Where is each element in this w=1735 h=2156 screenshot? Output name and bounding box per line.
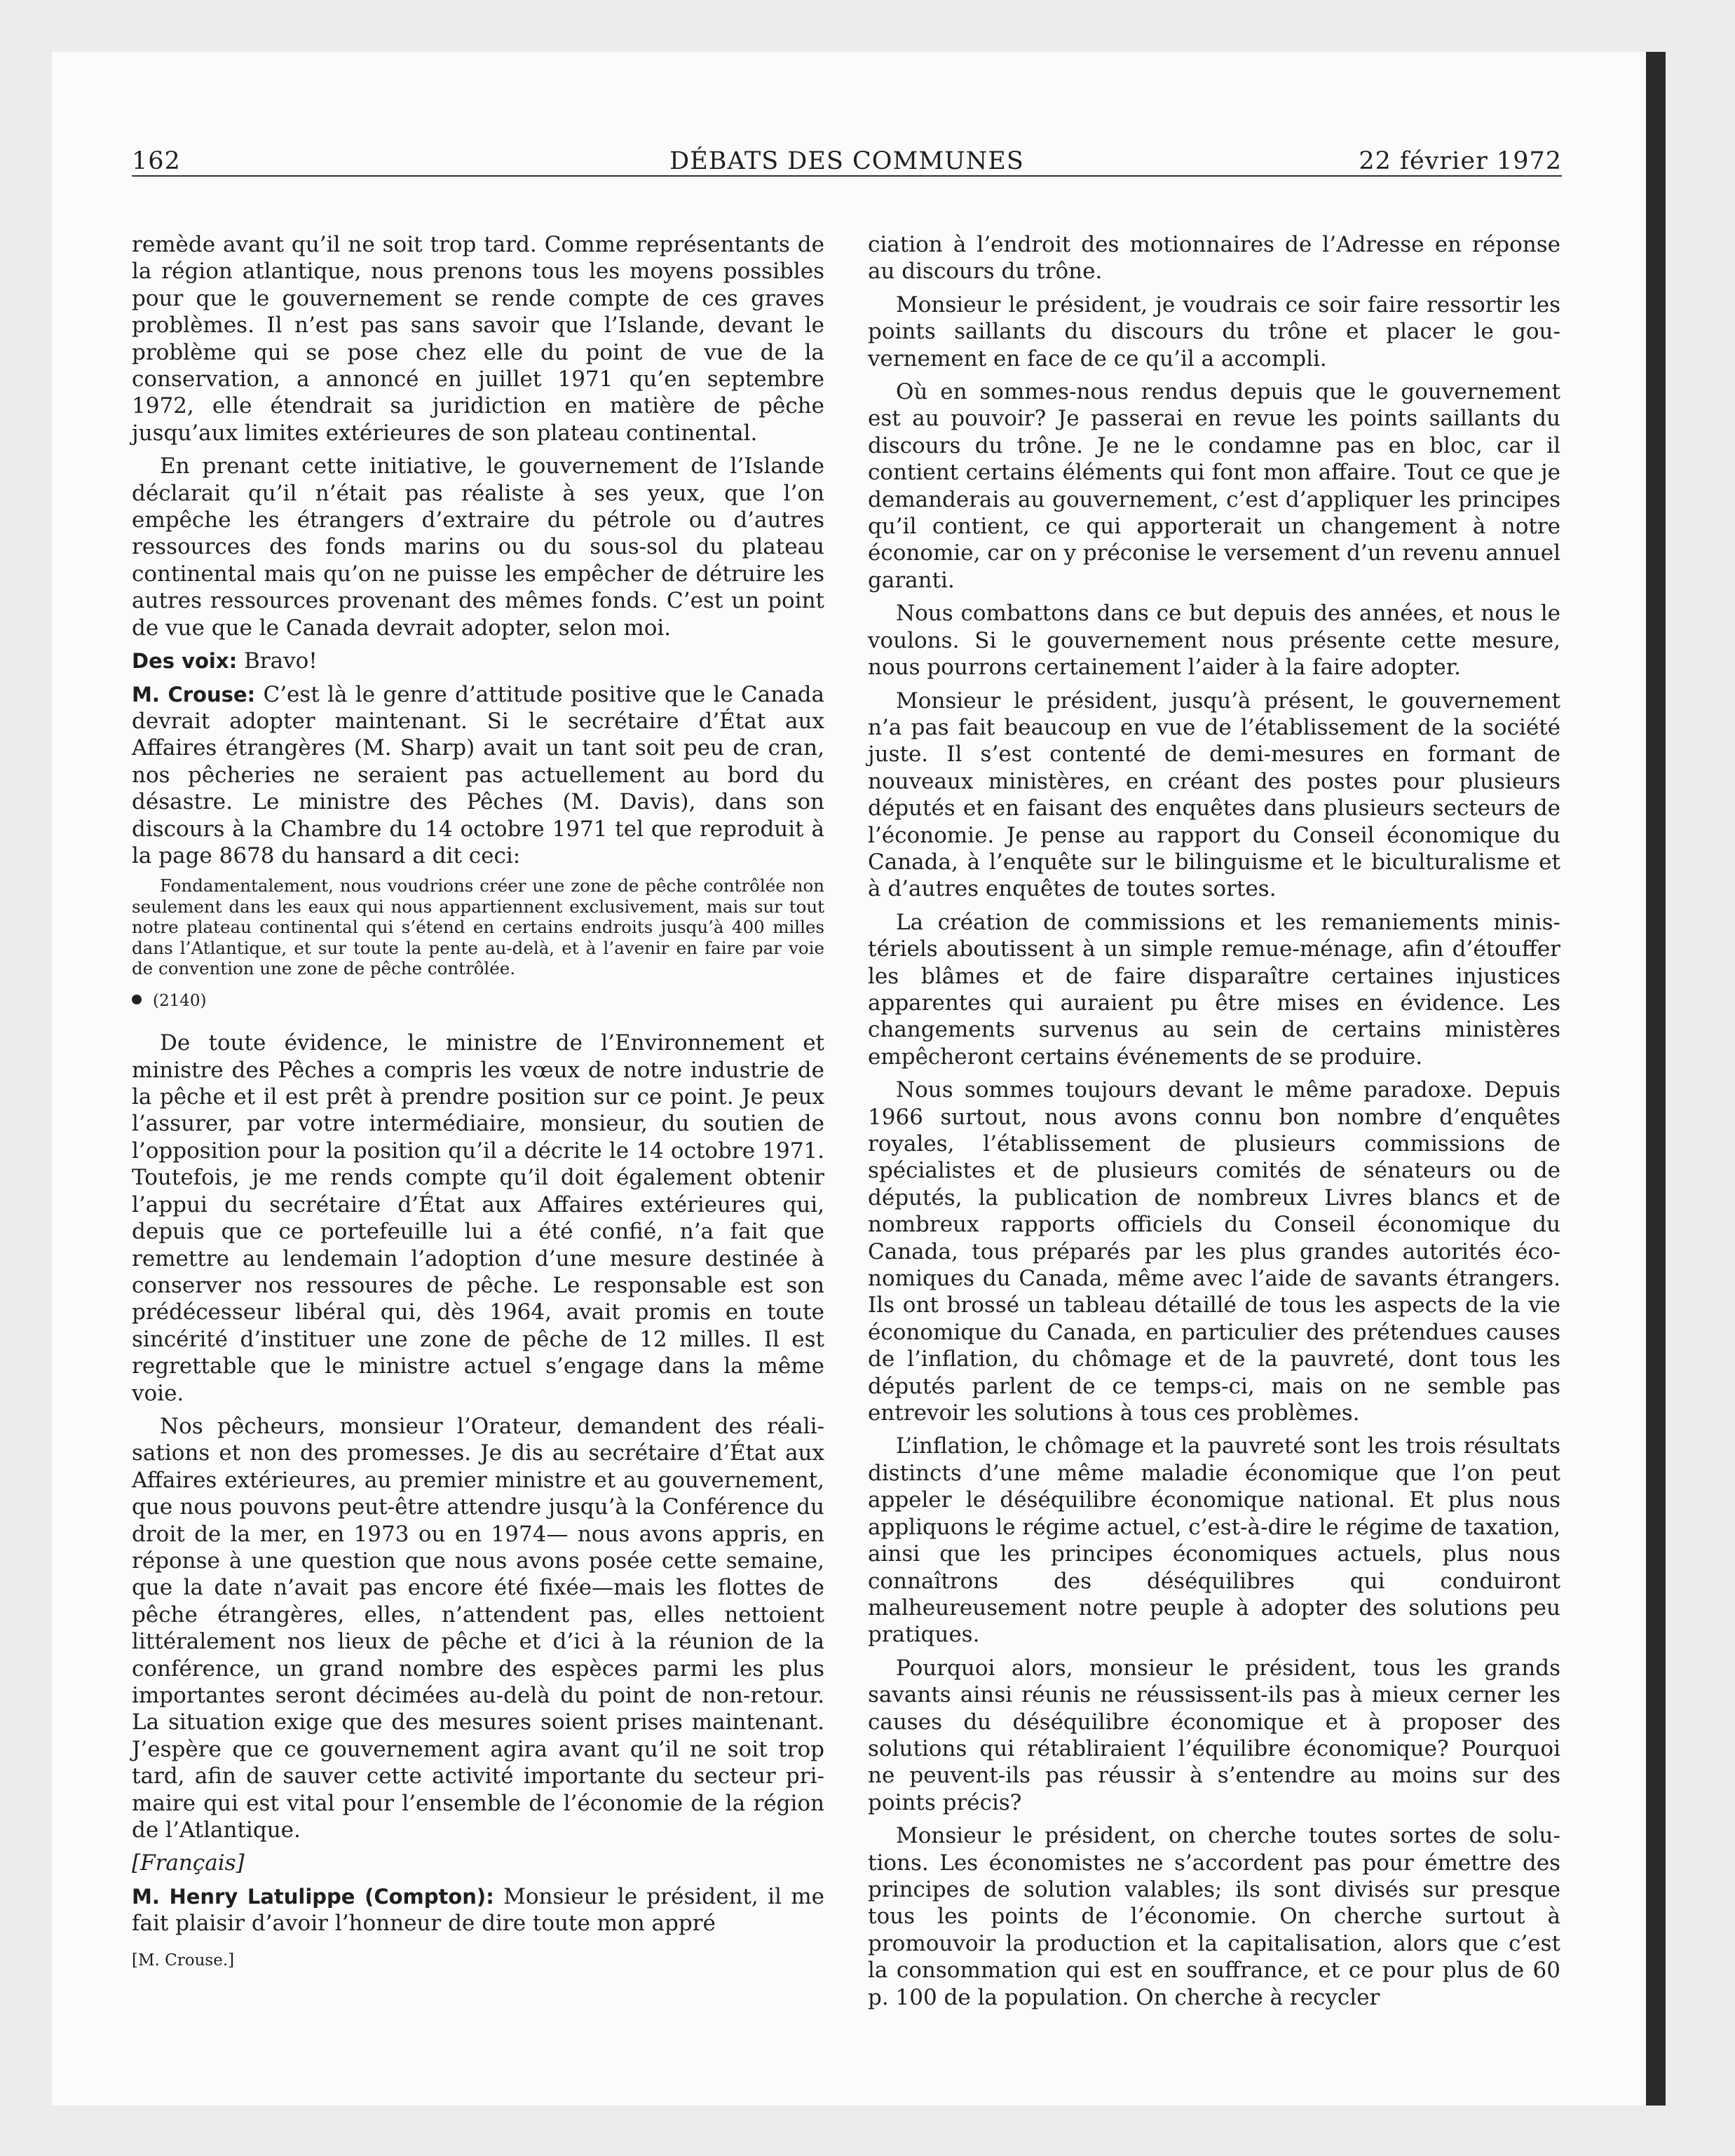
paragraph: Nous sommes toujours devant le même paradoxe. Depuis 1966 surtout, nous avons connu bon nombre d’enquêtes royales, l’établissement de plusieurs commissions de spécialistes et de plusieurs comités de sénateurs ou de députés, la publication de nombreux Livres blancs et de nombreux rapports officiels du Conseil économique du Canada, tous préparés par les plus grandes autorités économiques du Canada, même avec l’aide de savants étrangers. Ils ont brossé un tableau détaillé de tous les aspects de la vie économique du Canada, en particulier des prétendues causes de l’inflation, du chômage et de la pauvreté, dont tous les députés parlent de ce temps-ci, mais on ne semble pas entrevoir les solutions à tous ces problèmes. <box>868 1077 1560 1426</box>
speech <box>132 1883 824 1937</box>
bullet-icon <box>132 995 142 1004</box>
speaker-name: Des voix: <box>132 649 238 674</box>
speech-text: Bravo! <box>237 648 318 674</box>
block-quote: Fondamentalement, nous voudrions créer une zone de pêche contrôlée non seulement dans les eaux qui nous appartiennent exclusivement, mais sur tout notre plateau continental qui s’étend en certains endroits jusqu’à 400 milles dans l’Atlantique, et sur toute la pente au-delà, et à l’avenir en faire par voie de convention une zone de pêche contrôlée. <box>132 875 824 979</box>
speaker-name: M. Henry Latulippe (Compton): <box>132 1884 494 1909</box>
paragraph: remède avant qu’il ne soit trop tard. Comme représentants de la région atlantique, nous prenons tous les moyens possibles pour que le gouvernement se rende compte de ces graves problèmes. Il n’est pas sans savoir que l’Islande, devant le problème qui se pose chez elle du point de vue de la conservation, a annoncé en juillet 1971 qu’en septembre 1972, elle étendrait sa juridiction en matière de pêche jusqu’aux limites extérieures de son plateau continental. <box>132 232 824 446</box>
paragraph: Pourquoi alors, monsieur le président, tous les grands savants ainsi réunis ne réussissent-ils pas à mieux cerner les causes du déséquilibre économique et à proposer des solutions qui rétabliraient l’équilibre économique? Pourquoi ne peuvent-ils pas réussir à s’entendre au moins sur des points précis? <box>868 1655 1560 1815</box>
running-head <box>132 147 1562 177</box>
paragraph: Monsieur le président, jusqu’à présent, le gouvernement n’a pas fait beaucoup en vue de l’établissement de la société juste. Il s’est contenté de demi-mesures en formant de nouveaux ministères, en créant des postes pour plusieurs députés et en faisant des enquêtes dans plusieurs secteurs de l’économie. Je pense au rapport du Conseil économique du Canada, à l’enquête sur le bilinguisme et le biculturalisme et à d’autres enquêtes de toutes sortes. <box>868 688 1560 902</box>
speech <box>132 681 824 870</box>
paragraph: Nous combattons dans ce but depuis des années, et nous le voulons. Si le gouvernement nous présente cette mesure, nous pourrons certainement l’aider à la faire adopter. <box>868 601 1560 681</box>
time-marker-text: (2140) <box>153 991 207 1010</box>
footer-attribution: [M. Crouse.] <box>132 1951 235 1970</box>
paragraph: Nos pêcheurs, monsieur l’Orateur, demandent des réalisations et non des promesses. Je dis au secrétaire d’État aux Affaires extérieures, au premier ministre et au gouvernement, que nous pouvons peut-être attendre jusqu’à la Conférence du droit de la mer, en 1973 ou en 1974— nous avons appris, en réponse à une question que nous avons posée cette semaine, que la date n’avait pas encore été fixée—mais les flottes de pêche étrangères, elles, n’attendent pas, elles nettoient littéralement nos lieux de pêche et d’ici à la réunion de la conférence, un grand nombre des espèces parmi les plus importantes seront décimées au-delà du point de non-retour. La situation exige que des mesures soient prises maintenant. J’espère que ce gouvernement agira avant qu’il ne soit trop tard, afin de sauver cette activité importante du secteur primaire qui est vital pour l’ensemble de l’économie de la région de l’Atlantique. <box>132 1413 824 1843</box>
paragraph: En prenant cette initiative, le gouvernement de l’Islande déclarait qu’il n’était pas réaliste à ses yeux, que l’on empêche les étrangers d’extraire du pétrole ou d’autres ressources des fonds marins ou du sous-sol du plateau continental mais qu’on ne puisse les empêcher de détruire les autres ressources provenant des mêmes fonds. C’est un point de vue que le Canada devrait adopter, selon moi. <box>132 453 824 641</box>
issue-date: 22 février 1972 <box>1359 147 1562 175</box>
paragraph: De toute évidence, le ministre de l’Environnement et ministre des Pêches a compris les vœux de notre industrie de la pêche et il est prêt à prendre position sur ce point. Je peux l’assurer, par votre intermédiaire, monsieur, du soutien de l’opposition pour la position qu’il a décrite le 14 octobre 1971. Toutefois, je me rends compte qu’il doit également obtenir l’appui du secrétaire d’État aux Affaires extérieures qui, depuis que ce portefeuille lui a été confié, n’a fait que remettre au lendemain l’adoption d’une mesure destinée à conserver nos ressoures de pêche. Le responsable est son prédécesseur libéral qui, dès 1964, avait promis en toute sincérité d’instituer une zone de pêche de 12 milles. Il est regrettable que le ministre actuel s’engage dans la même voie. <box>132 1030 824 1406</box>
left-column <box>132 231 824 1980</box>
paragraph: L’inflation, le chômage et la pauvreté sont les trois résultats distincts d’une même maladie économique que l’on peut appeler le déséquilibre économique national. Et plus nous appliquons le régime actuel, c’est-à-dire le régime de taxation, ainsi que les principes économiques actuels, plus nous connaîtrons des déséquilibres qui conduiront malheureusement notre peuple à adopter des solutions peu pratiques. <box>868 1433 1560 1648</box>
speech-text: C’est là le genre d’attitude positive que le Canada devrait adopter maintenant. Si le secrétaire d’État aux Affaires étrangères (M. Sharp) avait un tant soit peu de cran, nos pêcheries ne seraient pas actuellement au bord du désastre. Le ministre des Pêches (M. Davis), dans son discours à la Chambre du 14 octobre 1971 tel que reproduit à la page 8678 du hansard a dit ceci: <box>132 681 824 868</box>
page-number: 162 <box>132 147 181 175</box>
speech-text: Monsieur le président, il me fait plaisir d’avoir l’honneur de dire toute mon appré <box>132 1883 825 1937</box>
paragraph: Monsieur le président, on cherche toutes sortes de solutions. Les économistes ne s’accordent pas pour émettre des principes de solution valables; ils sont divisés sur presque tous les points de l’économie. On cherche surtout à promouvoir la production et la capitalisation, alors que c’est la consommation qui est en souffrance, et ce pour plus de 60 p. 100 de la population. On cherche à recycler <box>868 1823 1560 2010</box>
speaker-name: M. Crouse: <box>132 682 256 707</box>
paragraph: La création de commissions et les remaniements ministériels aboutissent à un simple remue-ménage, afin d’étouffer les blâmes et de faire disparaître certaines injustices apparentes qui auraient pu être mises en évidence. Les changements survenus au sein de certains ministères empêcheront certains événements de se produire. <box>868 909 1560 1070</box>
language-note: [Français] <box>132 1850 245 1876</box>
paragraph: Monsieur le président, je voudrais ce soir faire ressortir les points saillants du discours du trône et placer le gouvernement en face de ce qu’il a accompli. <box>868 292 1560 371</box>
right-column <box>868 231 1560 2017</box>
journal-title: DÉBATS DES COMMUNES <box>669 147 1024 175</box>
interjection <box>132 648 824 674</box>
time-marker <box>132 988 824 1014</box>
paragraph: ciation à l’endroit des motionnaires de l’Adresse en réponse au discours du trône. <box>868 232 1560 285</box>
paragraph: Où en sommes-nous rendus depuis que le gouvernement est au pouvoir? Je passerai en revue les points saillants du discours du trône. Je ne le condamne pas en bloc, car il contient certains éléments qui font mon affaire. Tout ce que je demanderais au gouvernement, c’est d’appliquer les principes qu’il contient, ce qui apporterait un changement à notre économie, car on y préconise le versement d’un revenu annuel garanti. <box>868 379 1560 593</box>
binding-edge <box>1646 52 1666 2106</box>
